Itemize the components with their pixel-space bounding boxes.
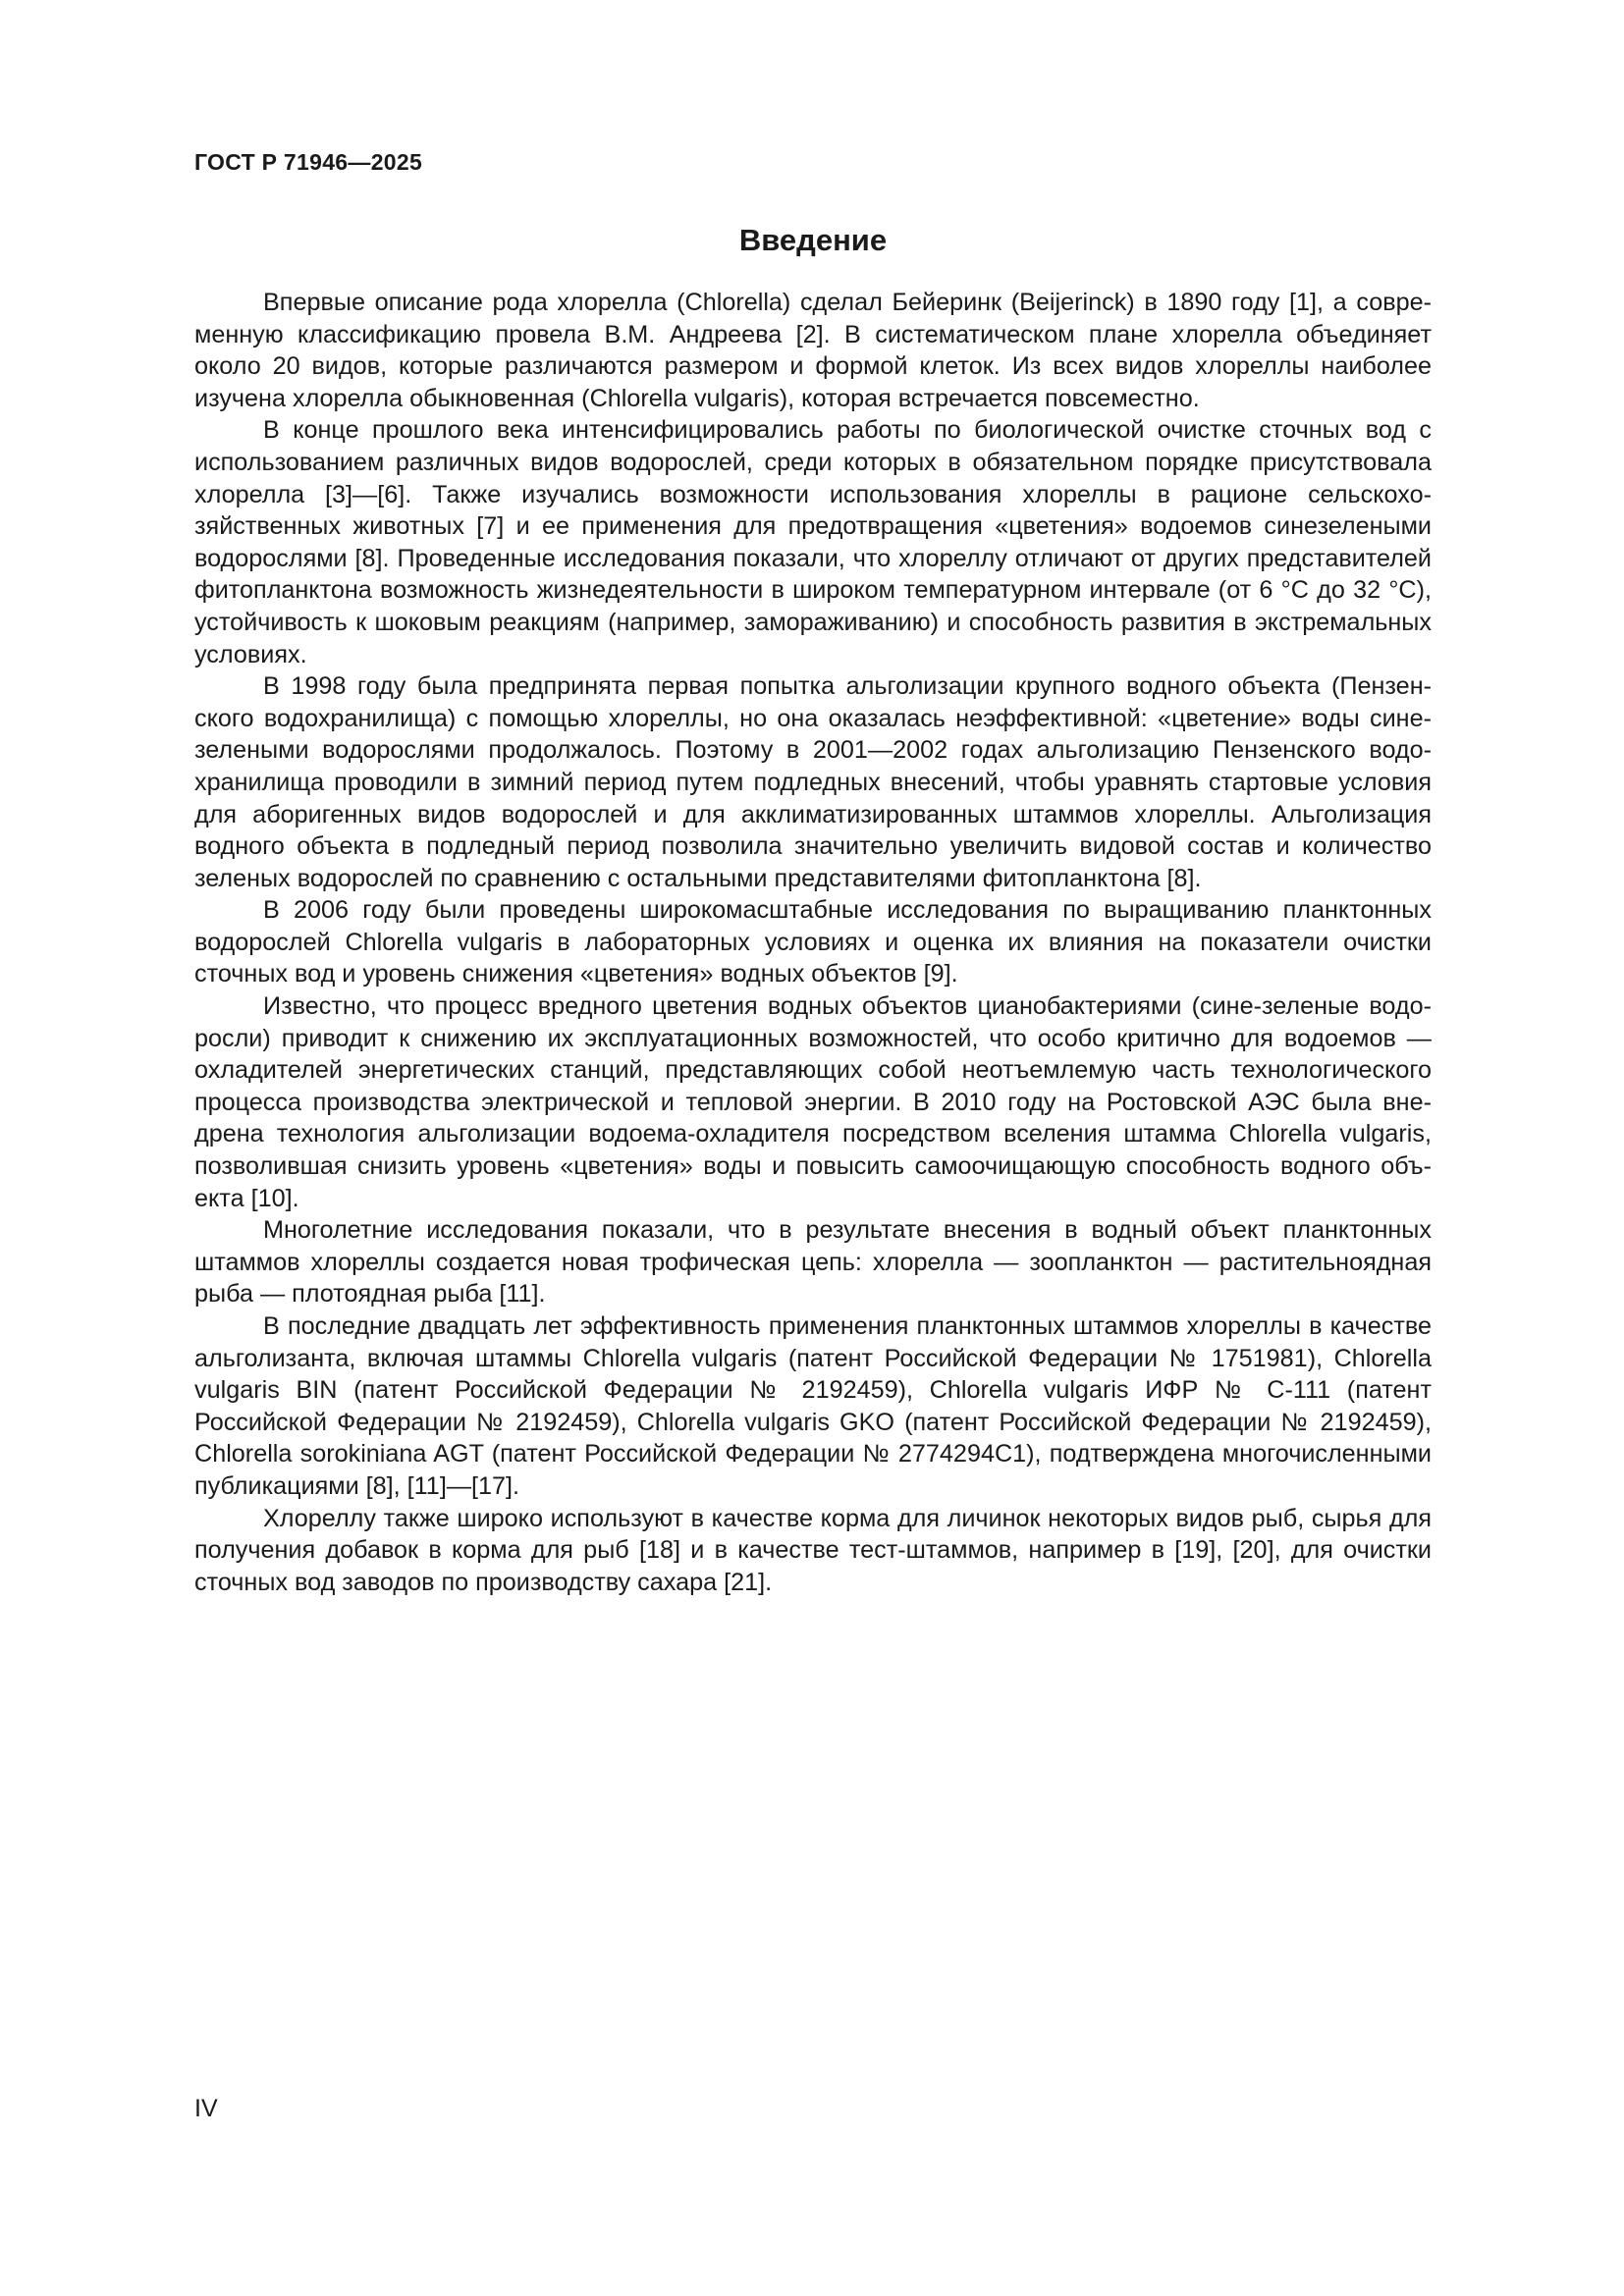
paragraph-5: Известно, что процесс вредного цветения водных объектов цианобактериями (сине-зеленые водоросли) приводит к снижению их эксплуатационных возможностей, что особо критично для водоемов — охладителей энергетических станций, представляющих собой неотъемлемую часть технологического процесса производства электрической и тепловой энергии. В 2010 году на Ростовской АЭС была внедрена технология альголизации водоема-охладителя посредством вселения штамма Chlorella vulgaris, позволившая снизить уровень «цветения» воды и повысить самоочищающую способность водного объекта [10]. — [194, 992, 1432, 1212]
paragraph-8: Хлореллу также широко используют в качестве корма для личинок некоторых видов рыб, сырья для получения добавок в корма для рыб [18] и в качестве тест-штаммов, например в [19], [20], для очистки сточных вод заводов по производству сахара [21]. — [194, 1504, 1432, 1596]
section-title: Введение — [738, 223, 888, 257]
paragraph-6: Многолетние исследования показали, что в результате внесения в водный объект планктонных штаммов хлореллы создается новая трофическая цепь: хлорелла — зоопланктон — растительноядная рыба — плотоядная рыба [11]. — [194, 1216, 1432, 1308]
page-number: IV — [194, 2095, 218, 2122]
paragraph-4: В 2006 году были проведены широкомасштабные исследования по выращиванию планктонных водорослей Chlorella vulgaris в лабораторных условиях и оценка их влияния на показатели очистки сточных вод и уровень снижения «цветения» водных объектов [9]. — [194, 896, 1432, 988]
paragraph-7: В последние двадцать лет эффективность применения планктонных штаммов хлореллы в качестве альголизанта, включая штаммы Chlorella vulgaris (патент Российской Федерации № 1751981), Chlorella vulgaris BIN (патент Российской Федерации № 2192459), Chlorella vulgaris ИФР № С-111 (патент Российской Федерации № 2192459), Chlorella vulgaris GKO (патент Российской Федерации № 2192459), Chlorella sorokiniana AGT (патент Российской Федерации № 2774294C1), подтверждена многочисленными публикациями [8], [11]—[17]. — [194, 1312, 1432, 1500]
paragraph-2: В конце прошлого века интенсифицировались работы по биологической очистке сточных вод с использованием различных видов водорослей, среди которых в обязательном порядке присутствовала хлорелла [3]—[6]. Также изучались возможности использования хлореллы в рационе сельскохозяйственных животных [7] и ее применения для предотвращения «цветения» водоемов синезелеными водорослями [8]. Проведенные исследования показали, что хлореллу отличают от других представителей фитопланктона возможность жизнедеятельности в широком температурном интервале (от 6 °С до 32 °С), устойчивость к шоковым реакциям (например, замораживанию) и способность развития в экстремальных условиях. — [194, 416, 1432, 668]
paragraph-3: В 1998 году была предпринята первая попытка альголизации крупного водного объекта (Пензенского водохранилища) с помощью хлореллы, но она оказалась неэффективной: «цветение» воды синезелеными водорослями продолжалось. Поэтому в 2001—2002 годах альголизацию Пензенского водохранилища проводили в зимний период путем подледных внесений, чтобы уравнять стартовые условия для аборигенных видов водорослей и для акклиматизированных штаммов хлореллы. Альголизация водного объекта в подледный период позволила значительно увеличить видовой состав и количество зеленых водорослей по сравнению с остальными представителями фитопланктона [8]. — [194, 672, 1432, 892]
body-text — [194, 287, 1432, 1598]
document-code: ГОСТ Р 71946—2025 — [194, 149, 423, 175]
paragraph-1: Впервые описание рода хлорелла (Chlorella) сделал Бейеринк (Beijerinck) в 1890 году [1], а современную классификацию провела В.М. Андреева [2]. В систематическом плане хлорелла объединяет около 20 видов, которые различаются размером и формой клеток. Из всех видов хлореллы наиболее изучена хлорелла обыкновенная (Chlorella vulgaris), которая встречается повсеместно. — [194, 289, 1432, 412]
